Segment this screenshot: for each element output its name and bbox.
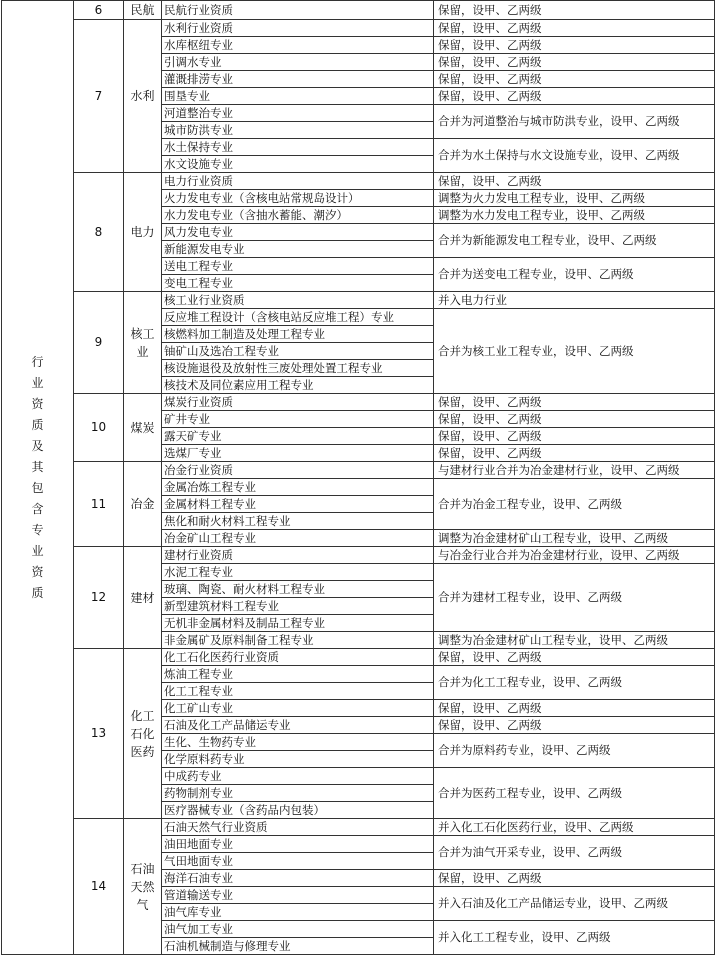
industry-field-label: 石油天然气: [130, 861, 155, 912]
specialty-item: 核设施退役及放射性三废处理处置工程专业: [162, 360, 434, 377]
specialty-item: 水泥工程专业: [162, 564, 434, 581]
specialty-item: 中成药专业: [162, 768, 434, 785]
adjustment-result: 保留，设甲、乙两级: [434, 20, 715, 37]
specialty-item: 矿井专业: [162, 411, 434, 428]
industry-field-label: 冶金: [130, 497, 155, 511]
table-row: [2, 462, 715, 479]
group-number: 11: [74, 462, 124, 547]
adjustment-result: 并入化工石化医药行业，设甲、乙两级: [434, 819, 715, 836]
group-number: 12: [74, 547, 124, 649]
specialty-item: 城市防洪专业: [162, 122, 434, 139]
adjustment-result: 保留，设甲、乙两级: [434, 870, 715, 887]
specialty-item: 反应堆工程设计（含核电站反应堆工程）专业: [162, 309, 434, 326]
specialty-item: 非金属矿及原料制备工程专业: [162, 632, 434, 649]
specialty-item: 灌溉排涝专业: [162, 71, 434, 88]
industry-field: [124, 819, 162, 955]
specialty-item: 选煤厂专业: [162, 445, 434, 462]
table-row: [2, 547, 715, 564]
specialty-item: 水力发电专业（含抽水蓄能、潮汐）: [162, 207, 434, 224]
adjustment-result: 合并为核工业工程专业，设甲、乙两级: [434, 309, 715, 394]
specialty-item: 新型建筑材料工程专业: [162, 598, 434, 615]
adjustment-result: 合并为油气开采专业，设甲、乙两级: [434, 836, 715, 870]
specialty-item: 海洋石油专业: [162, 870, 434, 887]
adjustment-result: 合并为冶金工程专业，设甲、乙两级: [434, 479, 715, 530]
adjustment-result: 合并为医药工程专业，设甲、乙两级: [434, 768, 715, 819]
specialty-item: 火力发电专业（含核电站常规岛设计）: [162, 190, 434, 207]
specialty-item: 金属材料工程专业: [162, 496, 434, 513]
industry-field: [124, 1, 162, 20]
specialty-item: 石油天然气行业资质: [162, 819, 434, 836]
specialty-item: 油气加工专业: [162, 921, 434, 938]
adjustment-result: 保留，设甲、乙两级: [434, 1, 715, 20]
adjustment-result: 保留，设甲、乙两级: [434, 411, 715, 428]
specialty-item: 变电工程专业: [162, 275, 434, 292]
adjustment-result: 与建材行业合并为冶金建材行业，设甲、乙两级: [434, 462, 715, 479]
category-cell: [2, 1, 74, 955]
industry-field: [124, 547, 162, 649]
specialty-item: 围垦专业: [162, 88, 434, 105]
table-row: [2, 394, 715, 411]
group-number: 10: [74, 394, 124, 462]
specialty-item: 无机非金属材料及制品工程专业: [162, 615, 434, 632]
adjustment-result: 保留，设甲、乙两级: [434, 700, 715, 717]
specialty-item: 核工业行业资质: [162, 292, 434, 309]
group-number: 14: [74, 819, 124, 955]
industry-field: [124, 462, 162, 547]
adjustment-result: 并入电力行业: [434, 292, 715, 309]
adjustment-result: 合并为水土保持与水文设施专业，设甲、乙两级: [434, 139, 715, 173]
adjustment-result: 调整为冶金建材矿山工程专业，设甲、乙两级: [434, 632, 715, 649]
adjustment-result: 合并为建材工程专业，设甲、乙两级: [434, 564, 715, 632]
qualification-table: [1, 0, 715, 955]
adjustment-result: 合并为送变电工程专业，设甲、乙两级: [434, 258, 715, 292]
specialty-item: 焦化和耐火材料工程专业: [162, 513, 434, 530]
table-row: [2, 292, 715, 309]
specialty-item: 金属冶炼工程专业: [162, 479, 434, 496]
industry-field-label: 化工石化医药: [130, 708, 155, 759]
adjustment-result: 保留，设甲、乙两级: [434, 428, 715, 445]
specialty-item: 油田地面专业: [162, 836, 434, 853]
adjustment-result: 调整为火力发电工程专业，设甲、乙两级: [434, 190, 715, 207]
specialty-item: 冶金矿山工程专业: [162, 530, 434, 547]
industry-field-label: 煤炭: [130, 420, 155, 435]
specialty-item: 水库枢纽专业: [162, 37, 434, 54]
specialty-item: 建材行业资质: [162, 547, 434, 564]
specialty-item: 送电工程专业: [162, 258, 434, 275]
adjustment-result: 保留，设甲、乙两级: [434, 71, 715, 88]
industry-field: [124, 20, 162, 173]
table-row: [2, 819, 715, 836]
specialty-item: 石油机械制造与修理专业: [162, 938, 434, 955]
specialty-item: 炼油工程专业: [162, 666, 434, 683]
specialty-item: 电力行业资质: [162, 173, 434, 190]
specialty-item: 引调水专业: [162, 54, 434, 71]
specialty-item: 管道输送专业: [162, 887, 434, 904]
adjustment-result: 合并为原料药专业，设甲、乙两级: [434, 734, 715, 768]
specialty-item: 油气库专业: [162, 904, 434, 921]
adjustment-result: 合并为化工工程专业，设甲、乙两级: [434, 666, 715, 700]
specialty-item: 民航行业资质: [162, 1, 434, 20]
group-number: 8: [74, 173, 124, 292]
industry-field: [124, 173, 162, 292]
specialty-item: 核燃料加工制造及处理工程专业: [162, 326, 434, 343]
adjustment-result: 保留，设甲、乙两级: [434, 173, 715, 190]
adjustment-result: 保留，设甲、乙两级: [434, 37, 715, 54]
table-row: [2, 649, 715, 666]
specialty-item: 生化、生物药专业: [162, 734, 434, 751]
specialty-item: 水土保持专业: [162, 139, 434, 156]
group-number: 6: [74, 1, 124, 20]
adjustment-result: 合并为新能源发电工程专业，设甲、乙两级: [434, 224, 715, 258]
adjustment-result: 保留，设甲、乙两级: [434, 649, 715, 666]
category-label: 行业资质及其包含专业资质: [31, 354, 44, 600]
table-row: [2, 20, 715, 37]
adjustment-result: 合并为河道整治与城市防洪专业，设甲、乙两级: [434, 105, 715, 139]
group-number: 13: [74, 649, 124, 819]
table-row: [2, 1, 715, 20]
table-row: [2, 173, 715, 190]
specialty-item: 水利行业资质: [162, 20, 434, 37]
adjustment-result: 调整为水力发电工程专业，设甲、乙两级: [434, 207, 715, 224]
specialty-item: 冶金行业资质: [162, 462, 434, 479]
table-body: [2, 1, 715, 955]
group-number: 7: [74, 20, 124, 173]
specialty-item: 化工工程专业: [162, 683, 434, 700]
specialty-item: 煤炭行业资质: [162, 394, 434, 411]
industry-field-label: 核工业: [130, 326, 155, 359]
specialty-item: 风力发电专业: [162, 224, 434, 241]
specialty-item: 铀矿山及选冶工程专业: [162, 343, 434, 360]
industry-field: [124, 292, 162, 394]
adjustment-result: 保留，设甲、乙两级: [434, 445, 715, 462]
industry-field: [124, 394, 162, 462]
industry-field: [124, 649, 162, 819]
industry-field-label: 电力: [130, 225, 155, 239]
adjustment-result: 保留，设甲、乙两级: [434, 88, 715, 105]
specialty-item: 新能源发电专业: [162, 241, 434, 258]
industry-field-label: 建材: [130, 590, 155, 605]
specialty-item: 化学原料药专业: [162, 751, 434, 768]
adjustment-result: 调整为冶金建材矿山工程专业，设甲、乙两级: [434, 530, 715, 547]
adjustment-result: 并入石油及化工产品储运专业，设甲、乙两级: [434, 887, 715, 921]
adjustment-result: 并入化工工程专业，设甲、乙两级: [434, 921, 715, 955]
specialty-item: 露天矿专业: [162, 428, 434, 445]
specialty-item: 核技术及同位素应用工程专业: [162, 377, 434, 394]
specialty-item: 石油及化工产品储运专业: [162, 717, 434, 734]
specialty-item: 化工矿山专业: [162, 700, 434, 717]
specialty-item: 河道整治专业: [162, 105, 434, 122]
adjustment-result: 保留，设甲、乙两级: [434, 717, 715, 734]
specialty-item: 药物制剂专业: [162, 785, 434, 802]
industry-field-label: 民航: [130, 3, 155, 17]
adjustment-result: 保留，设甲、乙两级: [434, 54, 715, 71]
specialty-item: 玻璃、陶瓷、耐火材料工程专业: [162, 581, 434, 598]
industry-field-label: 水利: [130, 89, 155, 103]
adjustment-result: 与冶金行业合并为冶金建材行业，设甲、乙两级: [434, 547, 715, 564]
specialty-item: 医疗器械专业（含药品内包装）: [162, 802, 434, 819]
adjustment-result: 保留，设甲、乙两级: [434, 394, 715, 411]
specialty-item: 水文设施专业: [162, 156, 434, 173]
specialty-item: 气田地面专业: [162, 853, 434, 870]
specialty-item: 化工石化医药行业资质: [162, 649, 434, 666]
group-number: 9: [74, 292, 124, 394]
